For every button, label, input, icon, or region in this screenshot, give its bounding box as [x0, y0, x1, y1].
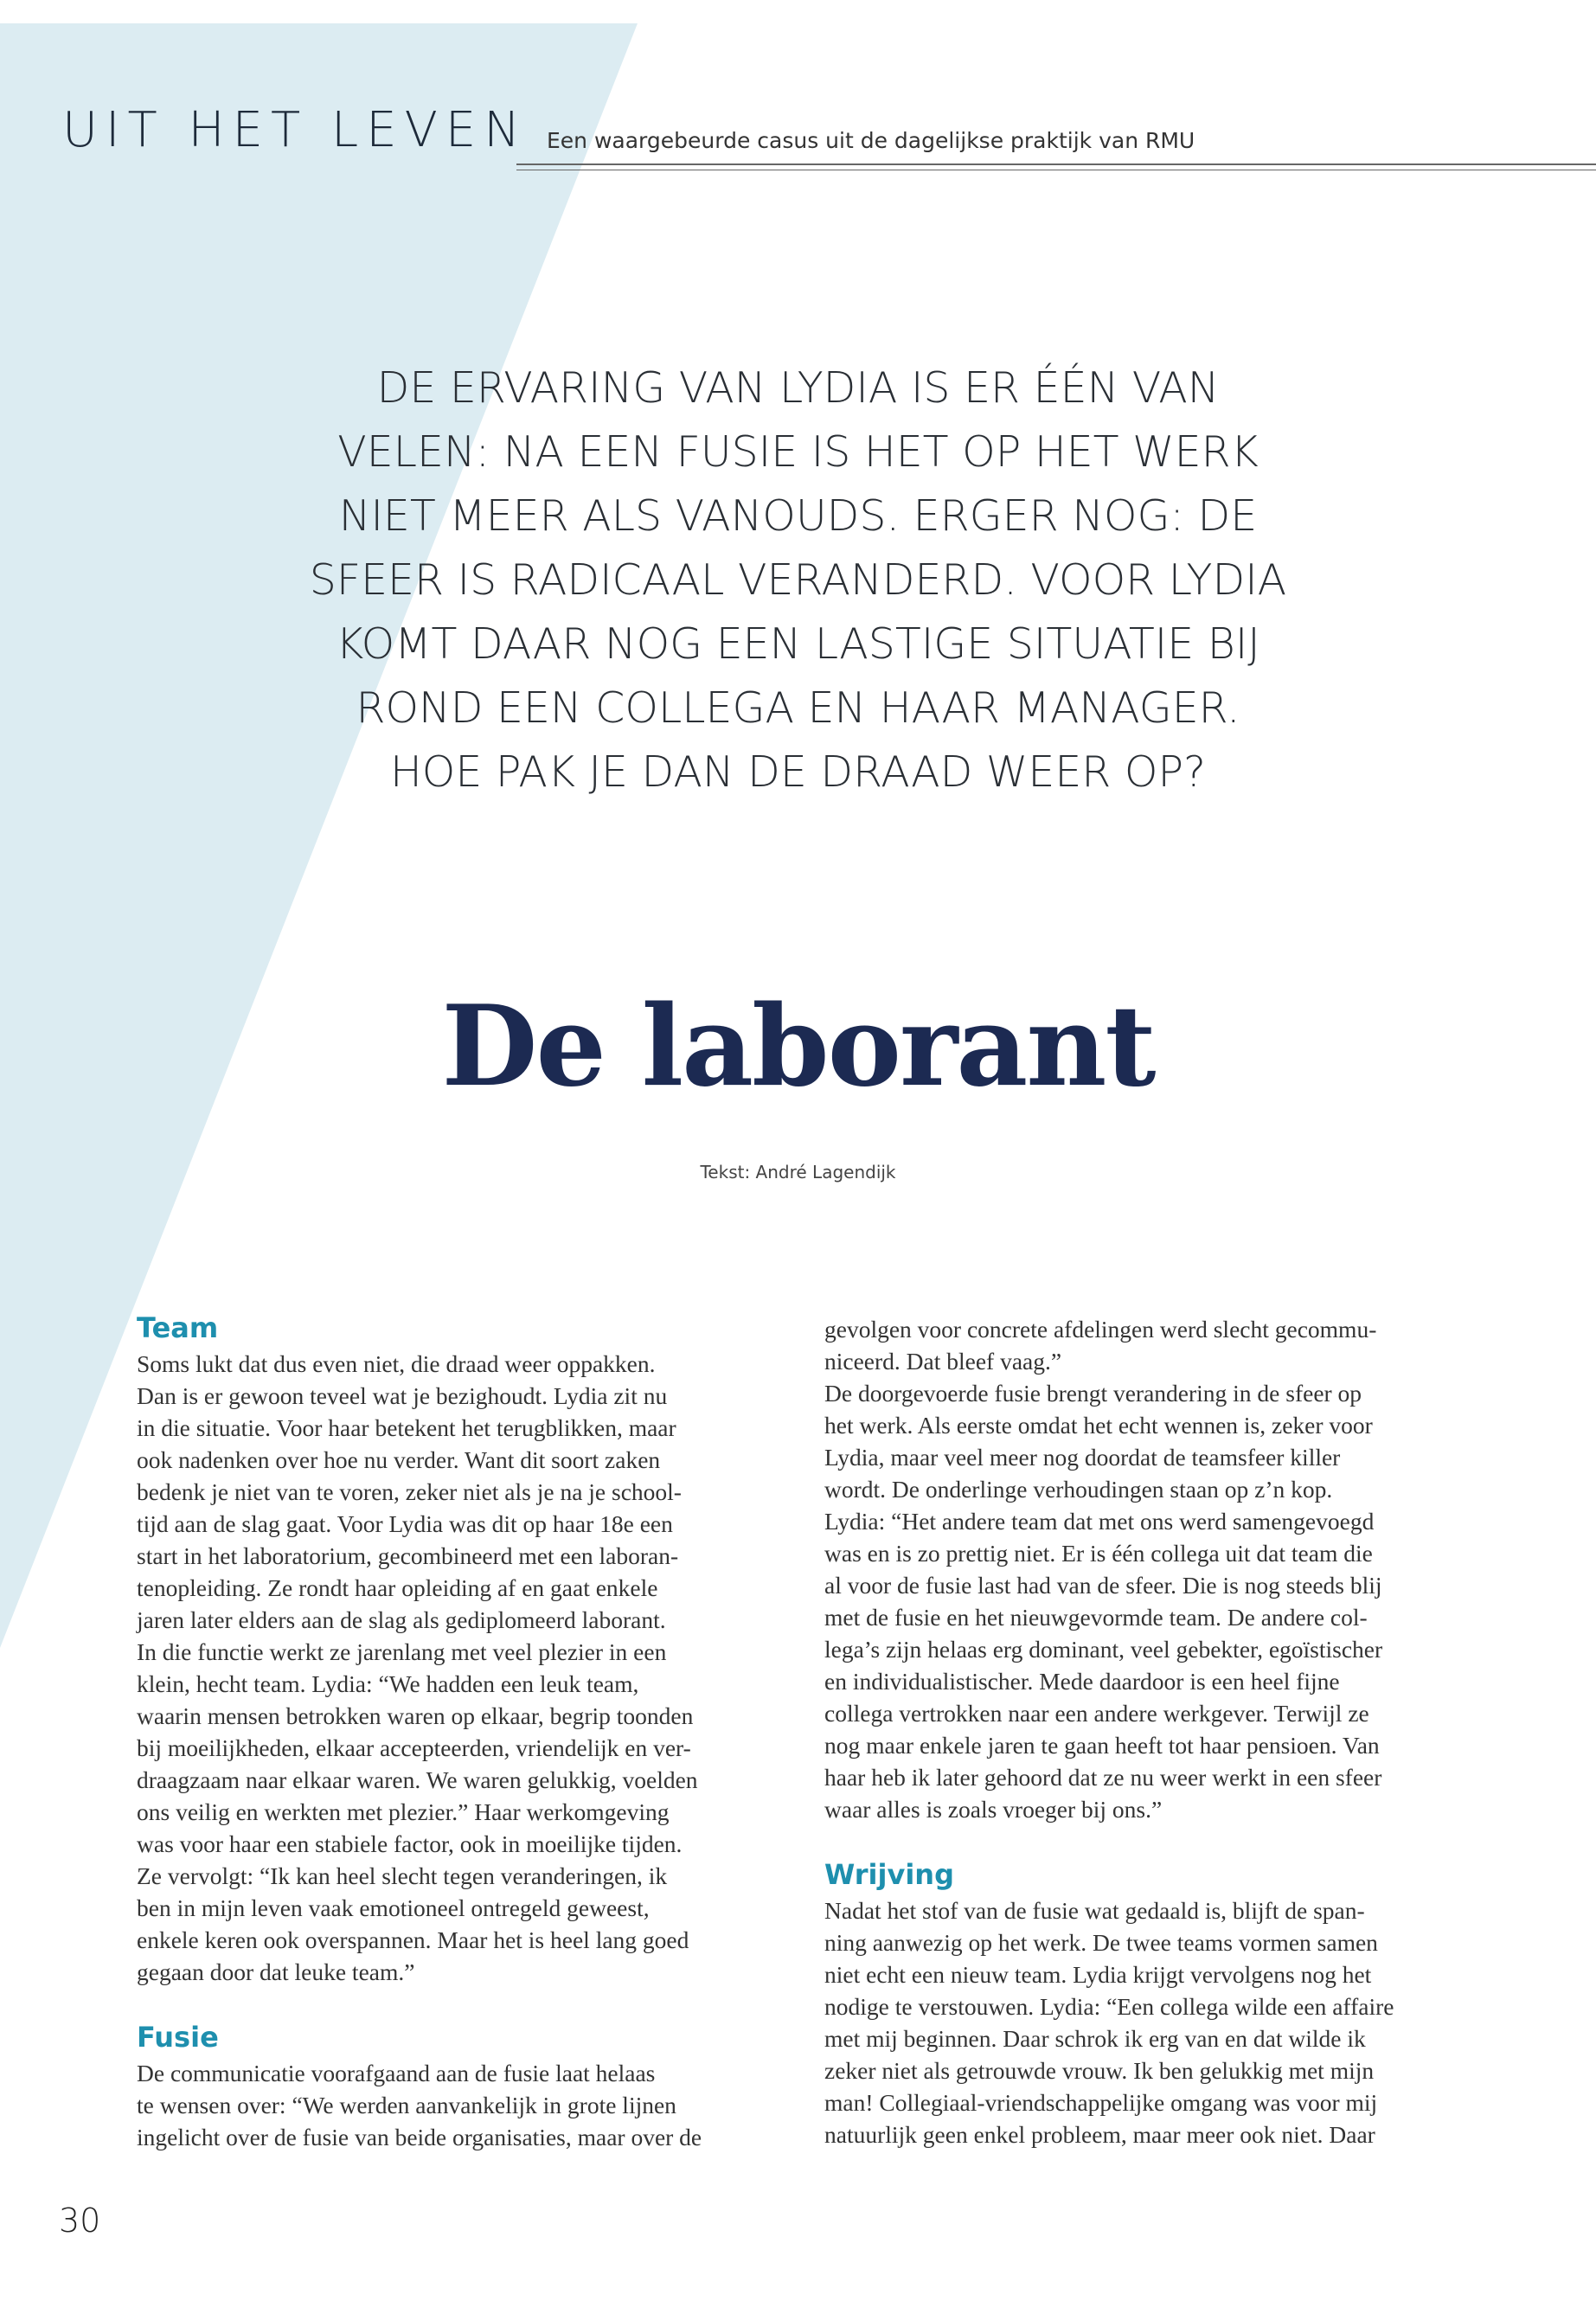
- text-line: bedenk je niet van te voren, zeker niet als je na je school-: [137, 1478, 682, 1505]
- text-line: lega’s zijn helaas erg dominant, veel gebekter, egoïstischer: [824, 1636, 1383, 1663]
- text-line: te wensen over: “We werden aanvankelijk in grote lijnen: [137, 2092, 676, 2118]
- text-line: zeker niet als getrouwde vrouw. Ik ben gelukkig met mijn: [824, 2057, 1375, 2084]
- text-line: was voor haar een stabiele factor, ook in moeilijke tijden.: [137, 1830, 683, 1857]
- text-line: draagzaam naar elkaar waren. We waren gelukkig, voelden: [137, 1766, 698, 1793]
- text-line: De doorgevoerde fusie brengt verandering in de sfeer op: [824, 1380, 1362, 1407]
- intro-line: ROND EEN COLLEGA EN HAAR MANAGER.: [356, 683, 1240, 733]
- text-line: met mij beginnen. Daar schrok ik erg van en dat wilde ik: [824, 2025, 1366, 2052]
- heading-wrijving: Wrijving: [824, 1858, 954, 1891]
- paragraph-fusie: [137, 2057, 777, 2153]
- text-line: Soms lukt dat dus even niet, die draad weer oppakken.: [137, 1350, 656, 1377]
- text-line: en individualistischer. Mede daardoor is een heel fijne: [824, 1668, 1340, 1695]
- heading-fusie: Fusie: [137, 2021, 219, 2054]
- text-line: wordt. De onderlinge verhoudingen staan op z’n kop.: [824, 1476, 1333, 1503]
- text-line: collega vertrokken naar een andere werkgever. Terwijl ze: [824, 1700, 1369, 1727]
- article-author: Tekst: André Lagendijk: [700, 1162, 896, 1183]
- text-line: niceerd. Dat bleef vaag.”: [824, 1348, 1062, 1375]
- text-line: ook nadenken over hoe nu verder. Want dit soort zaken: [137, 1446, 661, 1473]
- text-line: was en is zo prettig niet. Er is één collega uit dat team die: [824, 1540, 1373, 1567]
- text-line: tijd aan de slag gaat. Voor Lydia was dit op haar 18e een: [137, 1510, 673, 1537]
- text-line: start in het laboratorium, gecombineerd met een laboran-: [137, 1542, 679, 1569]
- text-line: Nadat het stof van de fusie wat gedaald is, blijft de span-: [824, 1897, 1365, 1924]
- section-label: UIT HET LEVEN: [62, 102, 529, 158]
- text-line: Dan is er gewoon teveel wat je bezighoudt. Lydia zit nu: [137, 1382, 668, 1409]
- text-line: al voor de fusie last had van de sfeer. Die is nog steeds blij: [824, 1572, 1382, 1599]
- intro-line: NIET MEER ALS VANOUDS. ERGER NOG: DE: [338, 491, 1258, 541]
- intro-line: SFEER IS RADICAAL VERANDERD. VOOR LYDIA: [309, 555, 1287, 605]
- text-line: met de fusie en het nieuwgevormde team. De andere col-: [824, 1604, 1368, 1631]
- text-line: waarin mensen betrokken waren op elkaar, begrip toonden: [137, 1702, 694, 1729]
- text-line: nog maar enkele jaren te gaan heeft tot haar pensioen. Van: [824, 1732, 1380, 1759]
- section-subtitle: Een waargebeurde casus uit de dagelijkse praktijk van RMU: [547, 128, 1195, 153]
- text-line: enkele keren ook overspannen. Maar het is heel lang goed: [137, 1926, 689, 1953]
- text-line: nodige te verstouwen. Lydia: “Een collega wilde een affaire: [824, 1993, 1394, 2020]
- intro-line: VELEN: NA EEN FUSIE IS HET OP HET WERK: [337, 427, 1259, 477]
- article-title: De laborant: [441, 982, 1155, 1112]
- text-line: In die functie werkt ze jarenlang met veel plezier in een: [137, 1638, 667, 1665]
- intro-line: HOE PAK JE DAN DE DRAAD WEER OP?: [389, 747, 1207, 797]
- paragraph-continued: [824, 1313, 1465, 1825]
- intro-line: KOMT DAAR NOG EEN LASTIGE SITUATIE BIJ: [336, 619, 1260, 669]
- text-line: gegaan door dat leuke team.”: [137, 1958, 415, 1985]
- text-line: Lydia, maar veel meer nog doordat de teamsfeer killer: [824, 1444, 1341, 1471]
- intro-line: DE ERVARING VAN LYDIA IS ER ÉÉN VAN: [376, 363, 1220, 413]
- intro-lead: [285, 356, 1311, 804]
- text-line: bij moeilijkheden, elkaar accepteerden, vriendelijk en ver-: [137, 1734, 691, 1761]
- text-line: het werk. Als eerste omdat het echt wennen is, zeker voor: [824, 1412, 1373, 1439]
- text-line: ben in mijn leven vaak emotioneel ontregeld geweest,: [137, 1894, 650, 1921]
- text-line: ning aanwezig op het werk. De twee teams vormen samen: [824, 1929, 1378, 1956]
- article-column-right: [824, 1313, 1465, 2150]
- text-line: gevolgen voor concrete afdelingen werd slecht gecommu-: [824, 1316, 1377, 1343]
- text-line: niet echt een nieuw team. Lydia krijgt vervolgens nog het: [824, 1961, 1372, 1988]
- paragraph-team: [137, 1348, 777, 1988]
- text-line: Ze vervolgt: “Ik kan heel slecht tegen veranderingen, ik: [137, 1862, 668, 1889]
- text-line: De communicatie voorafgaand aan de fusie laat helaas: [137, 2060, 656, 2086]
- header-rule-top: [516, 163, 1596, 165]
- text-line: ingelicht over de fusie van beide organisaties, maar over de: [137, 2124, 702, 2150]
- text-line: tenopleiding. Ze rondt haar opleiding af en gaat enkele: [137, 1574, 658, 1601]
- text-line: natuurlijk geen enkel probleem, maar meer ook niet. Daar: [824, 2121, 1375, 2148]
- text-line: waar alles is zoals vroeger bij ons.”: [824, 1796, 1163, 1823]
- text-line: in die situatie. Voor haar betekent het terugblikken, maar: [137, 1414, 676, 1441]
- text-line: Lydia: “Het andere team dat met ons werd samengevoegd: [824, 1508, 1375, 1535]
- text-line: jaren later elders aan de slag als gediplomeerd laborant.: [137, 1606, 666, 1633]
- article-column-left: [137, 1308, 777, 2153]
- text-line: haar heb ik later gehoord dat ze nu weer werkt in een sfeer: [824, 1764, 1382, 1791]
- page-number: 30: [59, 2202, 101, 2240]
- text-line: ons veilig en werkten met plezier.” Haar werkomgeving: [137, 1798, 670, 1825]
- paragraph-wrijving: [824, 1894, 1465, 2150]
- heading-team: Team: [137, 1311, 219, 1344]
- text-line: klein, hecht team. Lydia: “We hadden een leuk team,: [137, 1670, 639, 1697]
- text-line: man! Collegiaal-vriendschappelijke omgang was voor mij: [824, 2089, 1378, 2116]
